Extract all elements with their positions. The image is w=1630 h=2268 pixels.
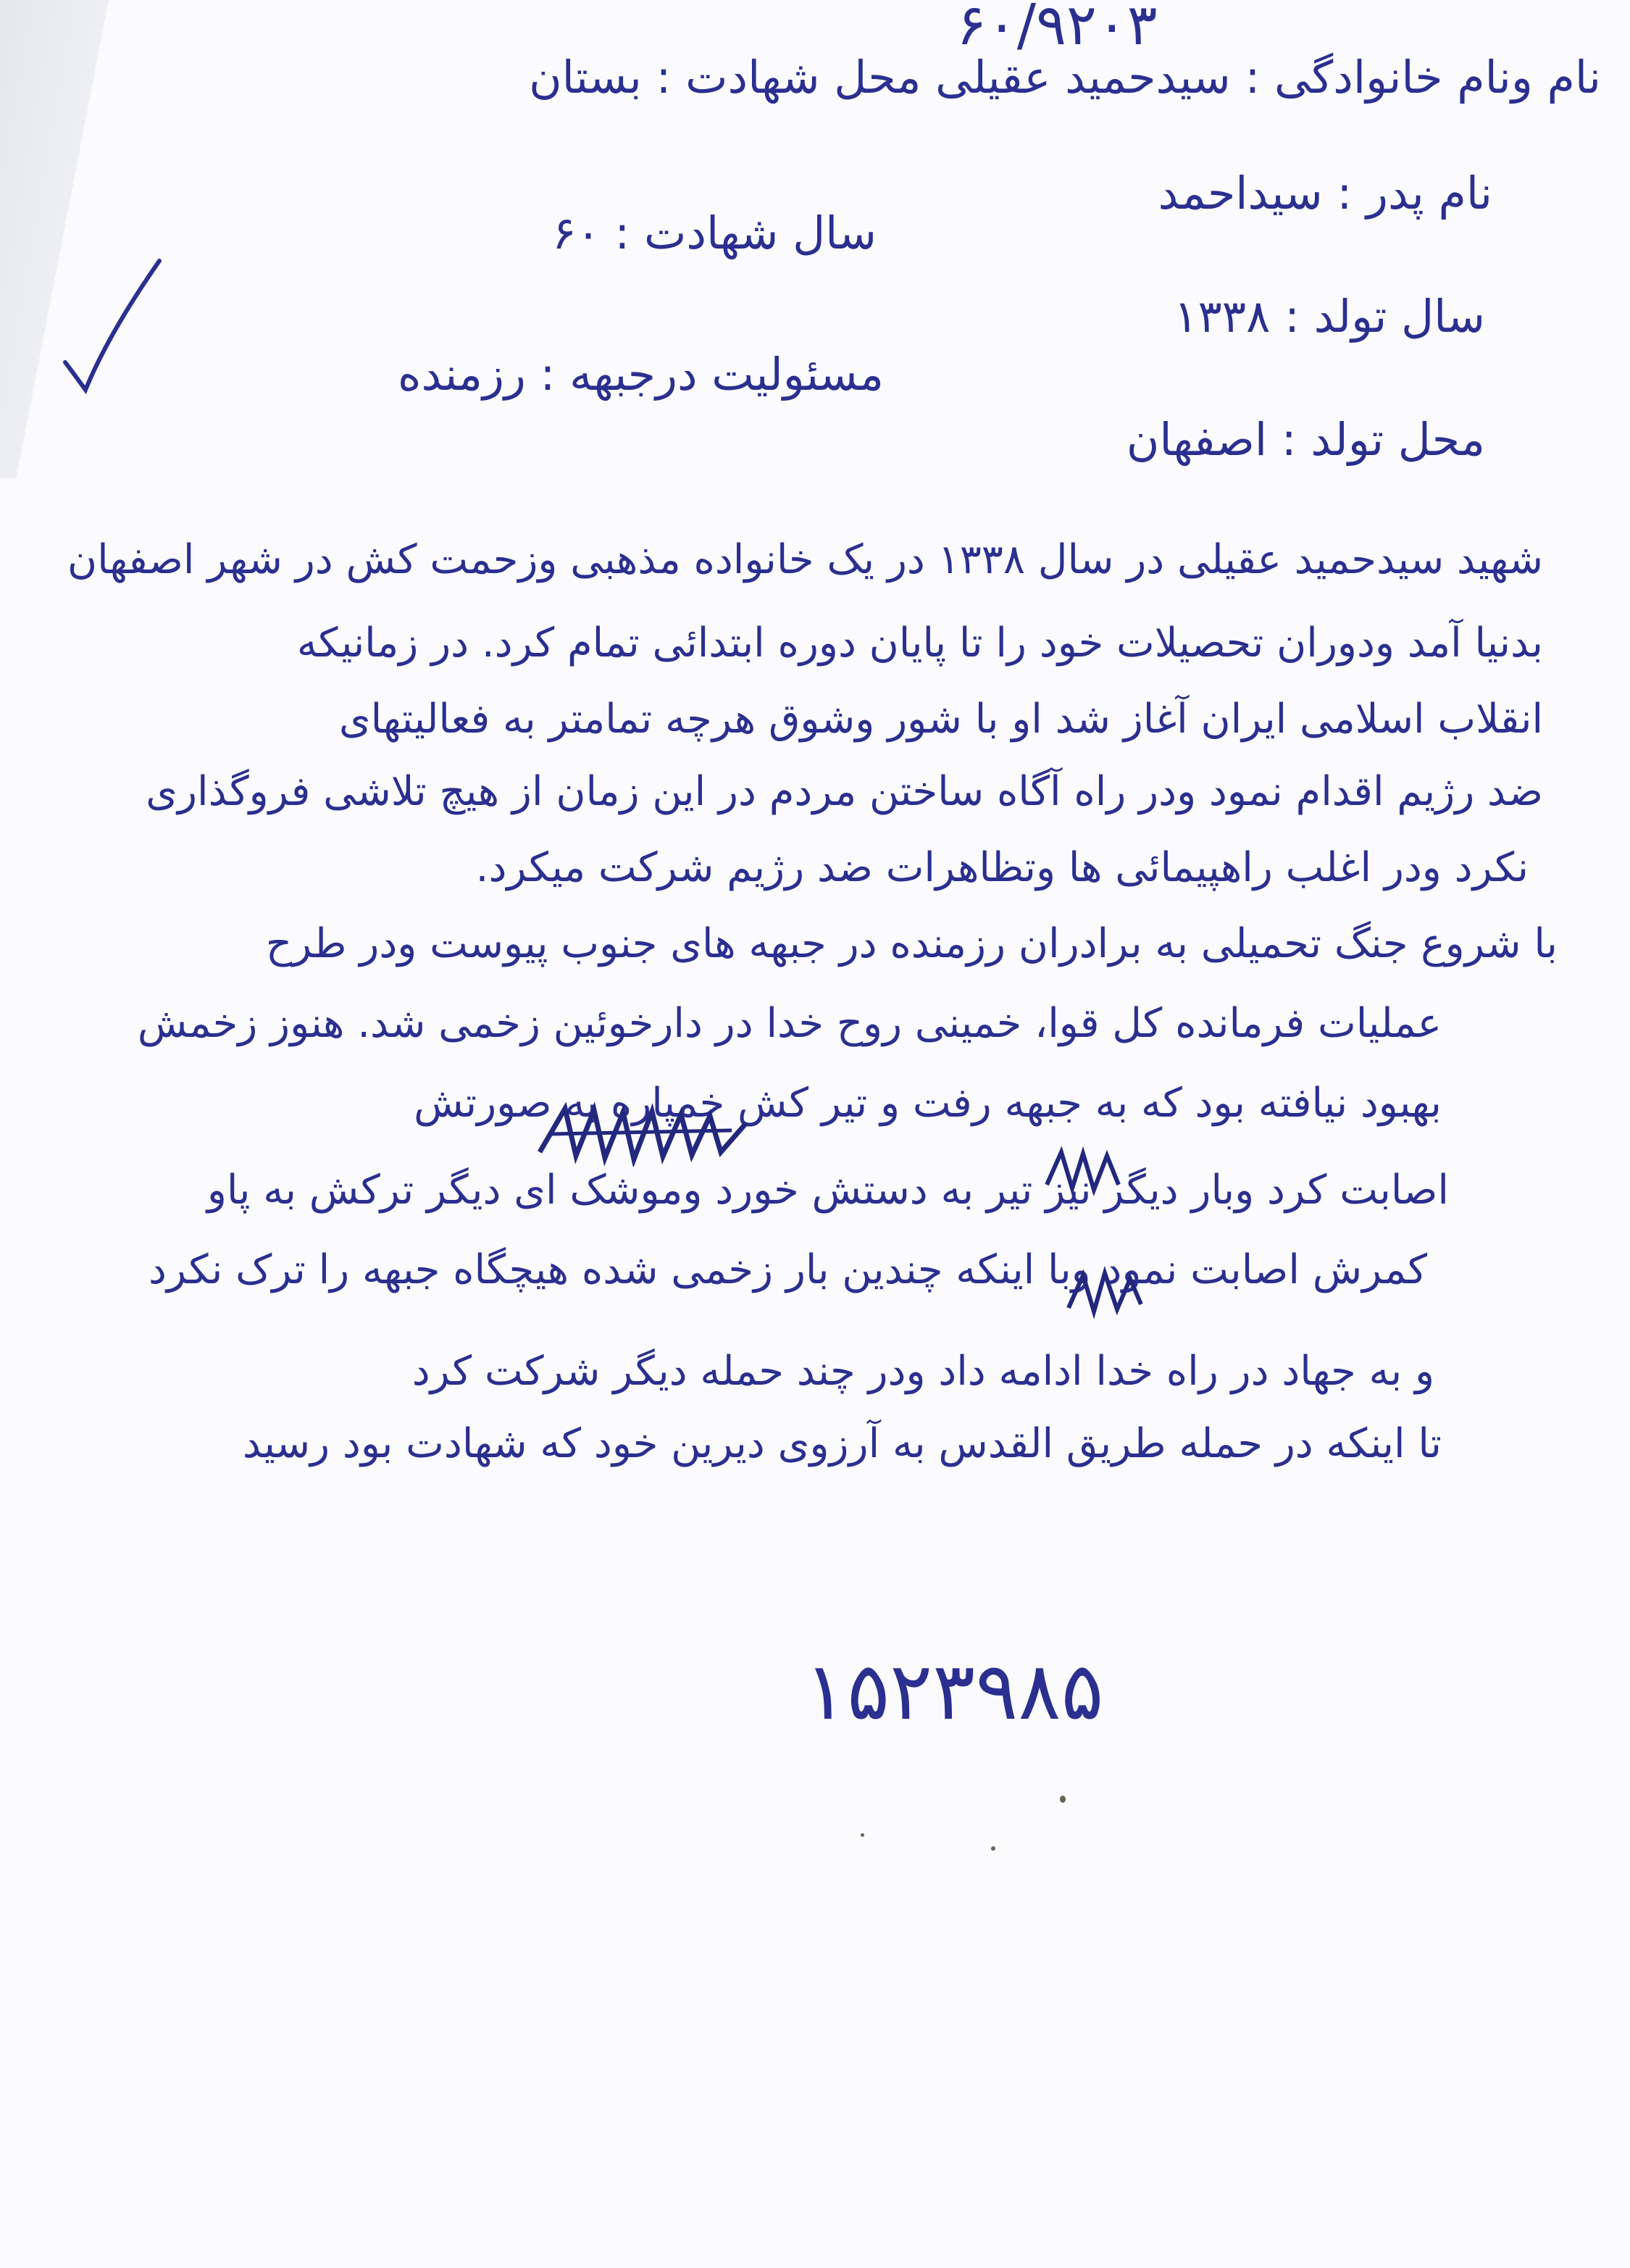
paragraph2-line: تا اینکه در حمله طریق القدس به آرزوی دیرین خود که شهادت بود رسید bbox=[242, 1420, 1442, 1467]
paragraph1-line: انقلاب اسلامی ایران آغاز شد او با شور وشوق هرچه تمامتر به فعالیتهای bbox=[338, 696, 1543, 743]
scribble-mark bbox=[1043, 1145, 1123, 1196]
file-number: ۶۰/۹۲۰۳ bbox=[956, 0, 1158, 58]
paragraph2-line: و به جهاد در راه خدا ادامه داد ودر چند حمله دیگر شرکت کرد bbox=[411, 1348, 1434, 1395]
paper-speck bbox=[991, 1846, 995, 1851]
scribble-mark bbox=[1065, 1264, 1145, 1322]
paragraph2-line: عملیات فرمانده کل قوا، خمینی روح خدا در دارخوئین زخمی شد. هنوز زخمش bbox=[137, 1000, 1442, 1047]
name-line: نام ونام خانوادگی : سیدحمید عقیلی محل شهادت : بستان bbox=[529, 51, 1601, 104]
paragraph1-line: ضد رژیم اقدام نمود ودر راه آگاه ساختن مردم در این زمان از هیچ تلاشی فروگذاری bbox=[146, 768, 1543, 815]
birth-place-line: محل تولد : اصفهان bbox=[1126, 413, 1485, 466]
martyrdom-year-line: سال شهادت : ۶۰ bbox=[552, 207, 877, 259]
birth-year-line: سال تولد : ۱۳۳۸ bbox=[1174, 290, 1485, 343]
paragraph2-line: اصابت کرد وبار دیگر نیز تیر به دستش خورد وموشک ای دیگر ترکش به پاو bbox=[206, 1167, 1449, 1214]
father-name-line: نام پدر : سیداحمد bbox=[1158, 167, 1492, 220]
paper-speck bbox=[1060, 1796, 1066, 1803]
archive-number: ۱۵۲۳۹۸۵ bbox=[804, 1645, 1104, 1738]
page-corner-fold bbox=[0, 0, 109, 478]
paragraph1-line: شهید سیدحمید عقیلی در سال ۱۳۳۸ در یک خانواده مذهبی وزحمت کش در شهر اصفهان bbox=[67, 536, 1543, 583]
checkmark-icon bbox=[58, 254, 167, 399]
paragraph2-line: با شروع جنگ تحمیلی به برادران رزمنده در جبهه های جنوب پیوست ودر طرح bbox=[265, 920, 1558, 967]
paragraph1-line: نکرد ودر اغلب راهپیمائی ها وتظاهرات ضد رژیم شرکت میکرد. bbox=[475, 844, 1529, 891]
responsibility-line: مسئولیت درجبهه : رزمنده bbox=[398, 348, 884, 401]
paragraph2-line: کمرش اصابت نمود وبا اینکه چندین بار زخمی شده هیچگاه جبهه را ترک نکرد bbox=[149, 1246, 1427, 1293]
paragraph1-line: بدنیا آمد ودوران تحصیلات خود را تا پایان دوره ابتدائی تمام کرد. در زمانیکه bbox=[296, 620, 1543, 667]
scribble-mark bbox=[536, 1101, 753, 1167]
paragraph2-line: بهبود نیافته بود که به جبهه رفت و تیر کش خمپاره به صورتش bbox=[414, 1080, 1442, 1127]
paper-speck bbox=[861, 1833, 864, 1837]
